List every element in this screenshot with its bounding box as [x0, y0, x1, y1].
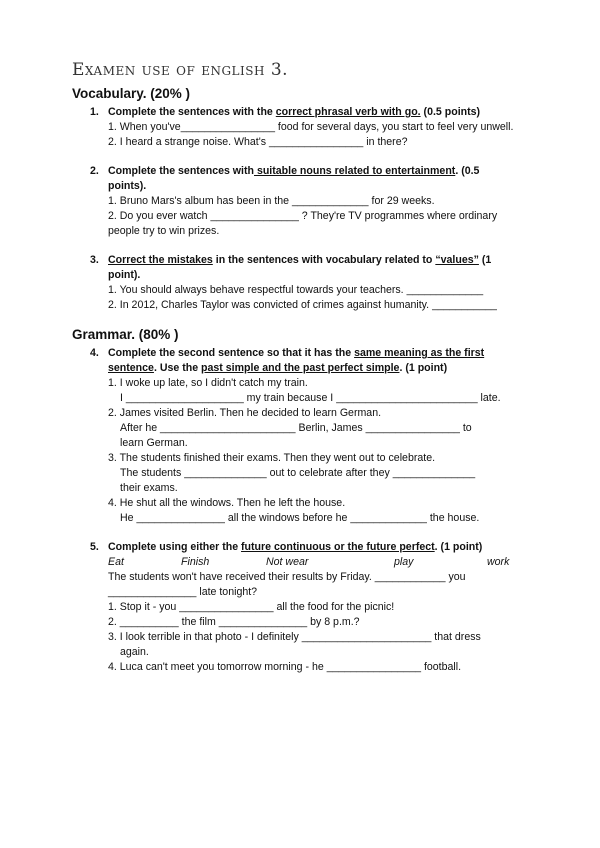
text-segment: 3. I look terrible in that photo - I definitely [108, 631, 302, 643]
text-segment: all the food for the picnic! [273, 601, 395, 613]
text-segment: for 29 weeks. [368, 195, 435, 207]
question-prompt [108, 105, 508, 120]
question-1 [72, 105, 522, 150]
text-segment: late tonight? [196, 586, 258, 598]
text-segment: . (0.5 points). [108, 165, 480, 192]
text-segment: 4. He shut all the windows. Then he left the house. [108, 497, 346, 509]
text-segment: you [445, 571, 466, 583]
word-option: Eat [108, 556, 124, 568]
question-5 [72, 540, 522, 675]
text-segment: 1. You should always behave respectful towards your teachers. [108, 284, 407, 296]
sentence-line [108, 600, 522, 615]
text-segment: again. [120, 646, 149, 658]
section-heading: Grammar. (80% ) [72, 327, 179, 342]
question-4 [72, 346, 522, 526]
text-segment: I [120, 392, 126, 404]
answer-blank: _______________________ [160, 422, 296, 434]
sentence-line [108, 496, 522, 511]
underlined-text: Correct the mistakes [108, 254, 213, 266]
exam-title: Examen use of english 3. [72, 60, 289, 80]
text-segment: that dress [431, 631, 481, 643]
text-segment: 3. The students finished their exams. Then they went out to celebrate. [108, 452, 436, 464]
sentence-line [108, 406, 522, 421]
sentence-line [108, 645, 522, 660]
answer-blank: ______________ [392, 467, 476, 479]
sentence-line [108, 570, 522, 585]
question-number: 2. [90, 165, 99, 177]
answer-blank: ________________ [180, 121, 275, 133]
sentence-line [108, 436, 522, 451]
text-segment: . (1 point) [399, 362, 448, 374]
text-segment: He [120, 512, 137, 524]
sentence-line [108, 283, 522, 298]
word-option: play [394, 556, 414, 568]
text-segment: Complete the sentences with [108, 165, 254, 177]
text-segment: the film [178, 616, 219, 628]
answer-blank: __________ [119, 616, 179, 628]
text-segment: the house. [426, 512, 480, 524]
sentence-line [108, 511, 522, 526]
text-segment: late. [477, 392, 501, 404]
answer-blank: ________________ [269, 136, 364, 148]
underlined-text: future continuous or the future perfect [241, 541, 435, 553]
answer-blank: ___________ [432, 299, 497, 311]
text-segment: Complete using either the [108, 541, 242, 553]
underlined-text: suitable nouns related to entertainment [254, 165, 456, 177]
sentence-line [108, 660, 522, 675]
sentence-line [108, 585, 522, 600]
text-segment: 2. In 2012, Charles Taylor was convicted of crimes against humanity. [108, 299, 433, 311]
question-2 [72, 164, 522, 239]
text-segment: 1. Stop it - you [108, 601, 180, 613]
section-heading: Vocabulary. (20% ) [72, 86, 191, 101]
text-segment: 4. Luca can't meet you tomorrow morning - he [108, 661, 327, 673]
sentence-line [108, 376, 522, 391]
answer-blank: _____________ [350, 512, 427, 524]
text-segment: The students [120, 467, 185, 479]
underlined-text: correct phrasal verb with go. [275, 106, 421, 118]
sentence-line [108, 298, 522, 313]
text-segment: After he [120, 422, 161, 434]
sentence-line [108, 481, 522, 496]
text-segment: (1 point). [108, 254, 492, 281]
answer-blank: ______________ [184, 467, 267, 479]
text-segment: my train because I [243, 392, 337, 404]
text-segment: Complete the sentences with the [108, 106, 276, 118]
text-segment: in the sentences with vocabulary related to [212, 254, 436, 266]
underlined-text: same meaning as the first sentence [108, 347, 485, 374]
word-option: Finish [181, 556, 210, 568]
text-segment: (0.5 points) [420, 106, 481, 118]
sentence-line [108, 120, 522, 135]
text-segment: ? They're TV programmes where ordinary people try to win prizes. [108, 210, 498, 237]
question-prompt [108, 346, 508, 376]
text-segment: 1. When you've [108, 121, 181, 133]
sections [72, 86, 522, 675]
text-segment: Complete the second sentence so that it has the [108, 347, 355, 359]
answer-blank: _______________ [218, 616, 308, 628]
sentence-line [108, 630, 522, 645]
question-number: 4. [90, 347, 99, 359]
answer-blank: ________________ [326, 661, 421, 673]
question-number: 3. [90, 254, 99, 266]
answer-blank: ____________ [374, 571, 446, 583]
exam-document [72, 58, 522, 689]
text-segment: . Use the [153, 362, 202, 374]
text-segment: 2. [108, 616, 120, 628]
text-segment: football. [421, 661, 462, 673]
text-segment: by 8 p.m.? [307, 616, 360, 628]
question-prompt [108, 164, 508, 194]
underlined-text: “values” [435, 254, 479, 266]
text-segment: out to celebrate after they [266, 467, 393, 479]
answer-blank: ________________ [365, 422, 460, 434]
answer-blank: _______________ [136, 512, 225, 524]
answer-blank: ______________________ [301, 631, 432, 643]
text-segment: to [459, 422, 472, 434]
sentence-line [108, 194, 522, 209]
text-segment: . (1 point) [434, 541, 483, 553]
answer-blank: _______________ [210, 210, 299, 222]
word-options [108, 555, 510, 570]
text-segment: learn German. [120, 437, 188, 449]
answer-blank: ____________________ [125, 392, 244, 404]
text-segment: in there? [363, 136, 408, 148]
sentence-line [108, 391, 522, 406]
question-prompt [108, 253, 508, 283]
sentence-line [108, 209, 508, 239]
sentence-line [108, 135, 522, 150]
answer-blank: _______________ [108, 586, 197, 598]
question-number: 5. [90, 541, 99, 553]
answer-blank: _____________ [406, 284, 484, 296]
question-prompt [108, 540, 508, 555]
question-3 [72, 253, 522, 313]
text-segment: 2. I heard a strange noise. What's [108, 136, 270, 148]
text-segment: 2. Do you ever watch [108, 210, 211, 222]
sentence-line [108, 421, 522, 436]
question-number: 1. [90, 106, 99, 118]
answer-blank: ________________ [179, 601, 274, 613]
text-segment: all the windows before he [224, 512, 351, 524]
text-segment: 1. Bruno Mars's album has been in the [108, 195, 292, 207]
text-segment: their exams. [120, 482, 178, 494]
sentence-line [108, 615, 522, 630]
text-segment: 1. I woke up late, so I didn't catch my train. [108, 377, 308, 389]
text-segment: The students won't have received their results by Friday. [108, 571, 375, 583]
text-segment: Berlin, James [295, 422, 366, 434]
word-option: work [487, 556, 510, 568]
answer-blank: ________________________ [336, 392, 478, 404]
word-option: Not wear [266, 556, 309, 568]
answer-blank: _____________ [291, 195, 369, 207]
text-segment: 2. James visited Berlin. Then he decided to learn German. [108, 407, 382, 419]
sentence-line [108, 466, 522, 481]
sentence-line [108, 451, 522, 466]
text-segment: food for several days, you start to feel very unwell. [274, 121, 514, 133]
underlined-text: past simple and the past perfect simple [201, 362, 400, 374]
